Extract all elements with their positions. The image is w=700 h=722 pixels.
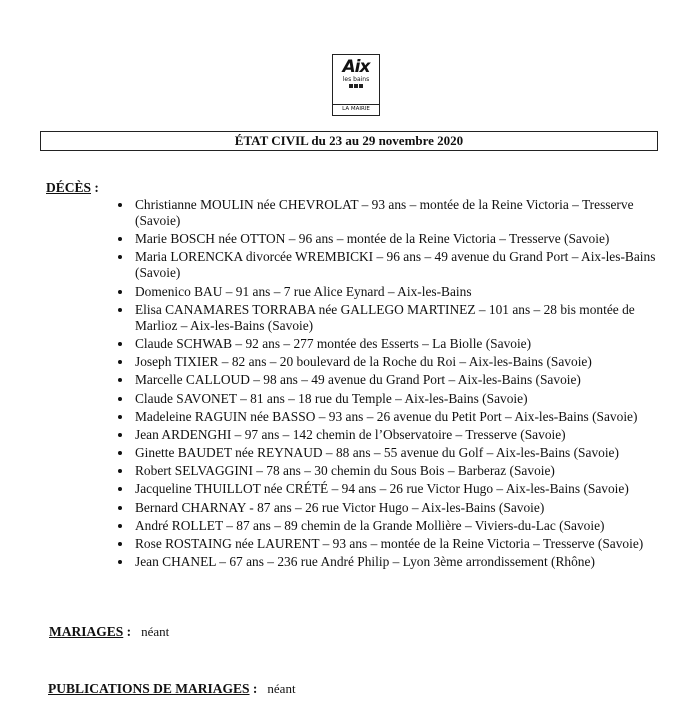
list-item: Bernard CHARNAY - 87 ans – 26 rue Victor Hugo – Aix-les-Bains (Savoie) [113,500,673,516]
list-item: Maria LORENCKA divorcée WREMBICKI – 96 ans – 49 avenue du Grand Port – Aix-les-Bains (Savoie) [113,249,673,281]
list-item: Claude SAVONET – 81 ans – 18 rue du Temple – Aix-les-Bains (Savoie) [113,391,673,407]
list-item: Christianne MOULIN née CHEVROLAT – 93 ans – montée de la Reine Victoria – Tresserve (Savoie) [113,197,673,229]
city-logo [332,54,380,116]
deces-list [113,197,673,572]
logo-sub-text: les bains [342,76,370,83]
mariages-heading-colon: : [123,624,132,639]
publications-heading-label: PUBLICATIONS DE MARIAGES [48,681,250,696]
publications-heading-colon: : [249,681,258,696]
list-item: Joseph TIXIER – 82 ans – 20 boulevard de la Roche du Roi – Aix-les-Bains (Savoie) [113,354,673,370]
list-item: Jean CHANEL – 67 ans – 236 rue André Philip – Lyon 3ème arrondissement (Rhône) [113,554,673,570]
list-item: Jean ARDENGHI – 97 ans – 142 chemin de l’Observatoire – Tresserve (Savoie) [113,427,673,443]
logo-main-text: Aix [342,57,370,77]
list-item: Claude SCHWAB – 92 ans – 277 montée des Esserts – La Biolle (Savoie) [113,336,673,352]
list-item: Jacqueline THUILLOT née CRÉTÉ – 94 ans – 26 rue Victor Hugo – Aix-les-Bains (Savoie) [113,481,673,497]
deces-heading-colon: : [91,180,99,195]
deces-heading-label: DÉCÈS [46,180,92,195]
publications-heading [48,681,296,697]
list-item: Domenico BAU – 91 ans – 7 rue Alice Eynard – Aix-les-Bains [113,284,673,300]
logo-foot-text: LA MAIRIE [333,104,379,112]
publications-value: néant [267,681,296,696]
list-item: Marie BOSCH née OTTON – 96 ans – montée de la Reine Victoria – Tresserve (Savoie) [113,231,673,247]
mariages-heading [49,624,169,640]
list-item: André ROLLET – 87 ans – 89 chemin de la Grande Mollière – Viviers-du-Lac (Savoie) [113,518,673,534]
mariages-heading-label: MARIAGES [49,624,124,639]
deces-heading [46,180,99,196]
list-item: Elisa CANAMARES TORRABA née GALLEGO MARTINEZ – 101 ans – 28 bis montée de Marlioz – Aix-les-Bains (Savoie) [113,302,673,334]
list-item: Ginette BAUDET née REYNAUD – 88 ans – 55 avenue du Golf – Aix-les-Bains (Savoie) [113,445,673,461]
list-item: Rose ROSTAING née LAURENT – 93 ans – montée de la Reine Victoria – Tresserve (Savoie) [113,536,673,552]
mariages-value: néant [141,624,170,639]
document-title: ÉTAT CIVIL du 23 au 29 novembre 2020 [40,131,658,151]
list-item: Madeleine RAGUIN née BASSO – 93 ans – 26 avenue du Petit Port – Aix-les-Bains (Savoie) [113,409,673,425]
list-item: Marcelle CALLOUD – 98 ans – 49 avenue du Grand Port – Aix-les-Bains (Savoie) [113,372,673,388]
logo-bars-icon [349,84,363,88]
list-item: Robert SELVAGGINI – 78 ans – 30 chemin du Sous Bois – Barberaz (Savoie) [113,463,673,479]
